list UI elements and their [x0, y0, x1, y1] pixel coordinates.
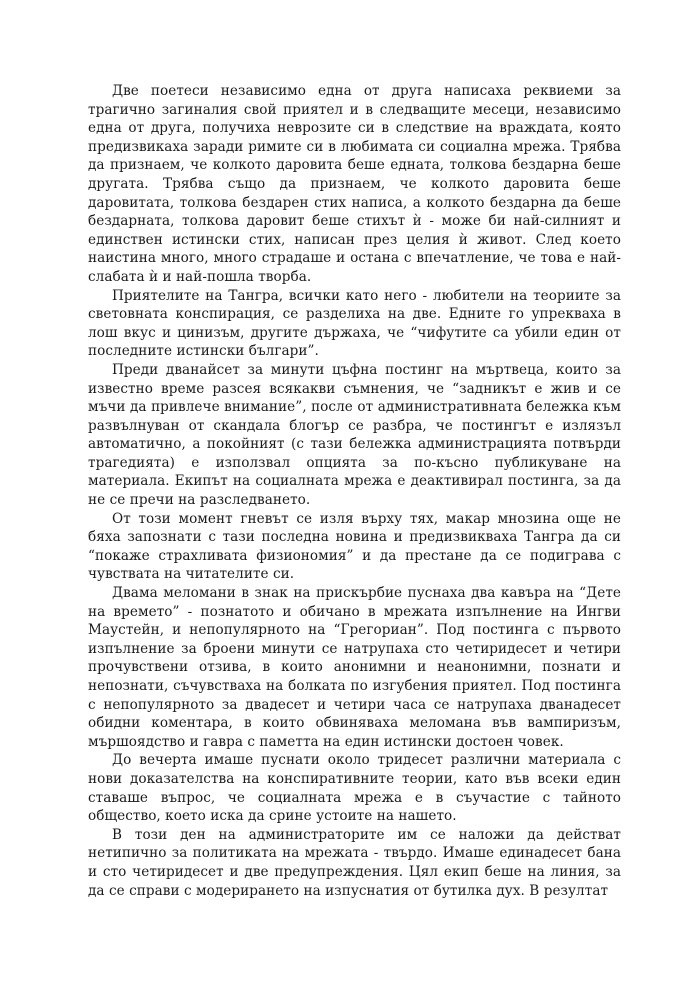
paragraph-7: В този ден на администраторите им се наложи да действат нетипично за политиката на мрежата - твърдо. Имаше единадесет бана и сто четиридесет и две предупреждения. Цял екип беше на линия, за да се справи с модерирането на изпуснатия от бутилка дух. В резултат [88, 826, 621, 899]
paragraph-6: До вечерта имаше пуснати около тридесет различни материала с нови доказателства на конспиративните теории, като във всеки един ставаше въпрос, че социалната мрежа е в съучастие с тайното общество, което иска да срине устоите на нашето. [88, 752, 621, 825]
paragraph-2: Приятелите на Тангра, всички като него - любители на теориите за световната конспирация, се разделиха на две. Едните го упрекваха в лош вкус и цинизъм, другите държаха, че “чифутите са убили един от последните истински българи”. [88, 287, 621, 360]
document-body [88, 82, 621, 900]
paragraph-3: Преди дванайсет за минути цъфна постинг на мъртвеца, които за известно време разсея всякакви съмнения, че “задникът е жив и се мъчи да привлече внимание”, после от административната бележка към развълнуван от скандала блогър се разбра, че постингът е излязъл автоматично, а покойният (с тази бележка администрацията потвърди трагедията) е използвал опцията за по-късно публикуване на материала. Екипът на социалната мрежа е деактивирал постинга, за да не се пречи на разследването. [88, 361, 621, 509]
paragraph-5: Двама меломани в знак на прискърбие пуснаха два кавъра на “Дете на времето” - познатото и обичано в мрежата изпълнение на Ингви Маустейн, и непопулярното на “Грегориан”. Под постинга с първото изпълнение за броени минути се натрупаха сто четиридесет и четири прочувствени отзива, в които анонимни и неанонимни, познати и непознати, съчувстваха на болката по изгубения приятел. Под постинга с непопулярното за двадесет и четири часа се натрупаха дванадесет обидни коментара, в които обвиняваха меломана във вампиризъм, мършоядство и гавра с паметта на един истински достоен човек. [88, 585, 621, 750]
paragraph-4: От този момент гневът се изля върху тях, макар мнозина още не бяха запознати с тази последна новина и предизвикваха Тангра да си “покаже страхливата физиономия” и да престане да се подиграва с чувствата на читателите си. [88, 510, 621, 583]
paragraph-1: Две поетеси независимо една от друга написаха реквиеми за трагично загиналия свой приятел и в следващите месеци, независимо една от друга, получиха неврозите си в следствие на враждата, която предизвикаха заради римите си в любимата си социална мрежа. Трябва да признаем, че колкото даровита беше едната, толкова бездарна беше другата. Трябва също да признаем, че колкото даровита беше даровитата, толкова бездарен стих написа, а колкото бездарна да беше бездарната, толкова даровит беше стихът ѝ - може би най-силният и единствен истински стих, написан през целия ѝ живот. След което наистина много, много страдаше и остана с впечатление, че това е най-слабата ѝ и най-пошла творба. [88, 83, 621, 285]
